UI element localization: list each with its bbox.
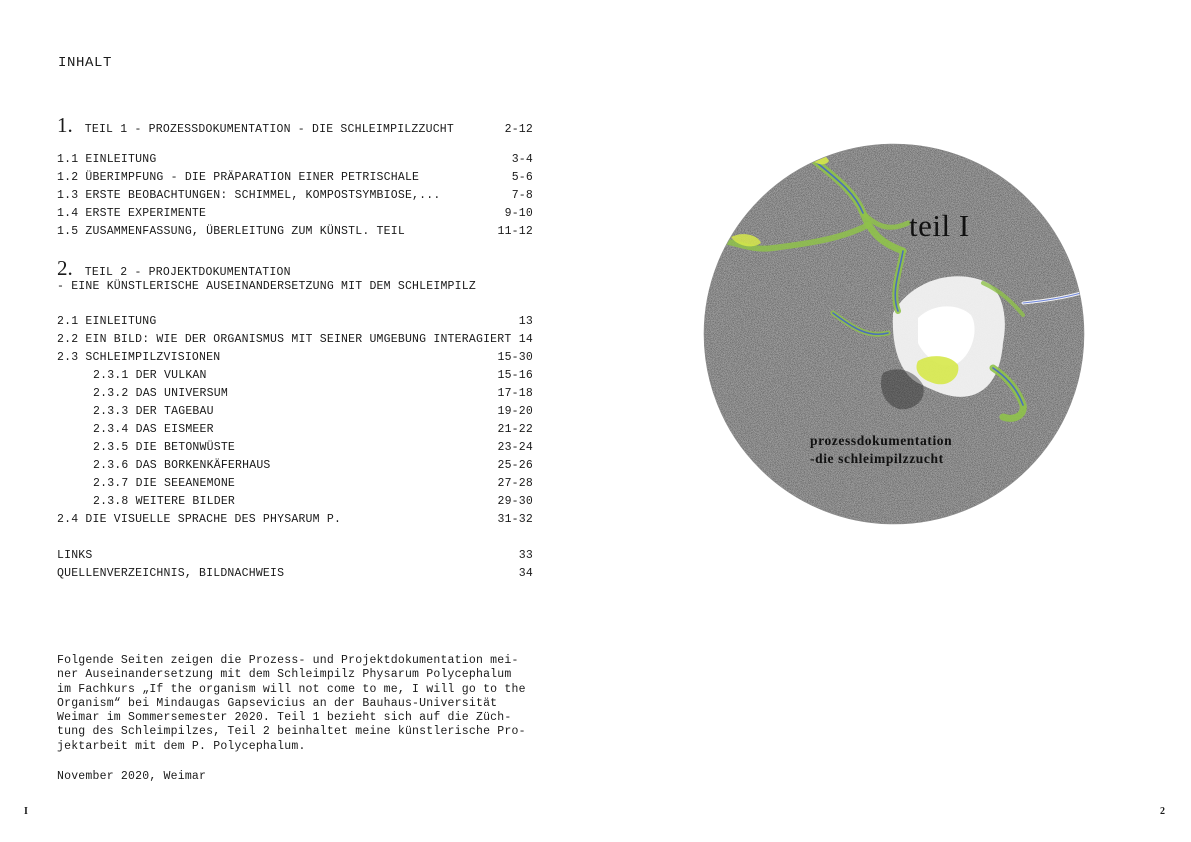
toc-entry[interactable] — [57, 405, 533, 421]
cover-subtitle — [810, 432, 952, 468]
toc-entry-label: 2.3.4 DAS EISMEER — [93, 423, 214, 436]
part-subtitle: - EINE KÜNSTLERISCHE AUSEINANDERSETZUNG MIT DEM SCHLEIMPILZ — [57, 280, 476, 293]
toc-entry-label: 2.3.7 DIE SEEANEMONE — [93, 477, 236, 490]
page-number-left: I — [24, 806, 28, 817]
page-title: INHALT — [58, 55, 113, 71]
toc-entry[interactable] — [57, 459, 533, 475]
cover-subtitle-line-2: -die schleimpilzzucht — [810, 451, 944, 466]
toc-entry[interactable] — [57, 513, 533, 529]
toc-entry[interactable] — [57, 549, 533, 565]
toc-entry-pages: 11-12 — [497, 225, 533, 238]
toc-entry-label: LINKS — [57, 549, 93, 562]
part-label: TEIL 1 - PROZESSDOKUMENTATION - DIE SCHLEIMPILZZUCHT — [84, 123, 455, 136]
toc-entry[interactable] — [57, 387, 533, 403]
toc-entry[interactable] — [57, 477, 533, 493]
toc-entry-pages: 25-26 — [497, 459, 533, 472]
intro-paragraph: Folgende Seiten zeigen die Prozess- und Projektdokumentation mei- ner Auseinandersetzung mit dem Schleimpilz Physarum Polycephalum im Fachkurs „If the organism will not come to me, I will go to the Organism“ bei Mindaugas Gapsevicius an der Bauhaus-Universität Weimar im Sommersemester 2020. Teil 1 bezieht sich auf die Züch- tung des Schleimpilzes, Teil 2 beinhaltet meine künstlerische Pro- jektarbeit mit dem P. Polycephalum. — [57, 654, 526, 753]
toc-entry-pages: 9-10 — [504, 207, 533, 220]
toc-entry-label: 1.4 ERSTE EXPERIMENTE — [57, 207, 207, 220]
part-label: TEIL 2 - PROJEKTDOKUMENTATION — [84, 266, 291, 279]
toc-entry[interactable] — [57, 351, 533, 367]
toc-entry-label: 2.3.6 DAS BORKENKÄFERHAUS — [93, 459, 271, 472]
toc-entry-pages: 17-18 — [497, 387, 533, 400]
toc-entry-pages: 23-24 — [497, 441, 533, 454]
toc-entry-label: 2.3.8 WEITERE BILDER — [93, 495, 236, 508]
toc-entry[interactable] — [57, 423, 533, 439]
part-number: 2. — [57, 256, 73, 280]
toc-entry-label: 2.3 SCHLEIMPILZVISIONEN — [57, 351, 221, 364]
toc-entry-label: 2.1 EINLEITUNG — [57, 315, 157, 328]
toc-entry-label: 2.4 DIE VISUELLE SPRACHE DES PHYSARUM P. — [57, 513, 342, 526]
toc-entry-label: 1.2 ÜBERIMPFUNG - DIE PRÄPARATION EINER PETRISCHALE — [57, 171, 420, 184]
toc-entry-pages: 19-20 — [497, 405, 533, 418]
toc-entry-label: 1.3 ERSTE BEOBACHTUNGEN: SCHIMMEL, KOMPOSTSYMBIOSE,... — [57, 189, 441, 202]
toc-entry-pages: 29-30 — [497, 495, 533, 508]
toc-entry[interactable] — [57, 333, 533, 349]
cover-title: teil I — [909, 208, 970, 243]
toc-entry-pages: 21-22 — [497, 423, 533, 436]
toc-entry-label: 2.3.5 DIE BETONWÜSTE — [93, 441, 236, 454]
page-number-right: 2 — [1160, 806, 1165, 817]
toc-entry-label: 1.5 ZUSAMMENFASSUNG, ÜBERLEITUNG ZUM KÜNSTL. TEIL — [57, 225, 405, 238]
toc-entry-pages: 15-30 — [497, 351, 533, 364]
toc-entry-pages: 27-28 — [497, 477, 533, 490]
toc-entry-pages: 14 — [518, 333, 533, 346]
toc-part-2[interactable] — [57, 256, 533, 281]
toc-entry[interactable] — [57, 369, 533, 385]
toc-entry[interactable] — [57, 441, 533, 457]
toc-entry-pages: 34 — [518, 567, 533, 580]
toc-entry[interactable] — [57, 207, 533, 223]
toc-entry[interactable] — [57, 171, 533, 187]
toc-entry[interactable] — [57, 189, 533, 205]
toc-entry-pages: 5-6 — [511, 171, 533, 184]
toc-entry-label: 2.3.1 DER VULKAN — [93, 369, 207, 382]
toc-entry[interactable] — [57, 567, 533, 583]
toc-entry-pages: 33 — [518, 549, 533, 562]
toc-part-1[interactable] — [57, 113, 533, 138]
toc-entry-label: 1.1 EINLEITUNG — [57, 153, 157, 166]
toc-entry-label: 2.3.2 DAS UNIVERSUM — [93, 387, 228, 400]
toc-entry-pages: 15-16 — [497, 369, 533, 382]
toc-entry[interactable] — [57, 495, 533, 511]
toc-entry[interactable] — [57, 225, 533, 241]
toc-entry-pages: 13 — [518, 315, 533, 328]
toc-entry-label: 2.2 EIN BILD: WIE DER ORGANISMUS MIT SEINER UMGEBUNG INTERAGIERT — [57, 333, 512, 346]
toc-entry-pages: 31-32 — [497, 513, 533, 526]
toc-entry[interactable] — [57, 315, 533, 331]
toc-entry-label: QUELLENVERZEICHNIS, BILDNACHWEIS — [57, 567, 285, 580]
cover-subtitle-line-1: prozessdokumentation — [810, 433, 953, 448]
date-line: November 2020, Weimar — [57, 770, 207, 783]
toc-entry[interactable] — [57, 153, 533, 169]
toc-entry-label: 2.3.3 DER TAGEBAU — [93, 405, 214, 418]
toc-entry-pages: 3-4 — [511, 153, 533, 166]
part-number: 1. — [57, 113, 73, 137]
part-pages: 2-12 — [504, 123, 533, 136]
toc-entry-pages: 7-8 — [511, 189, 533, 202]
